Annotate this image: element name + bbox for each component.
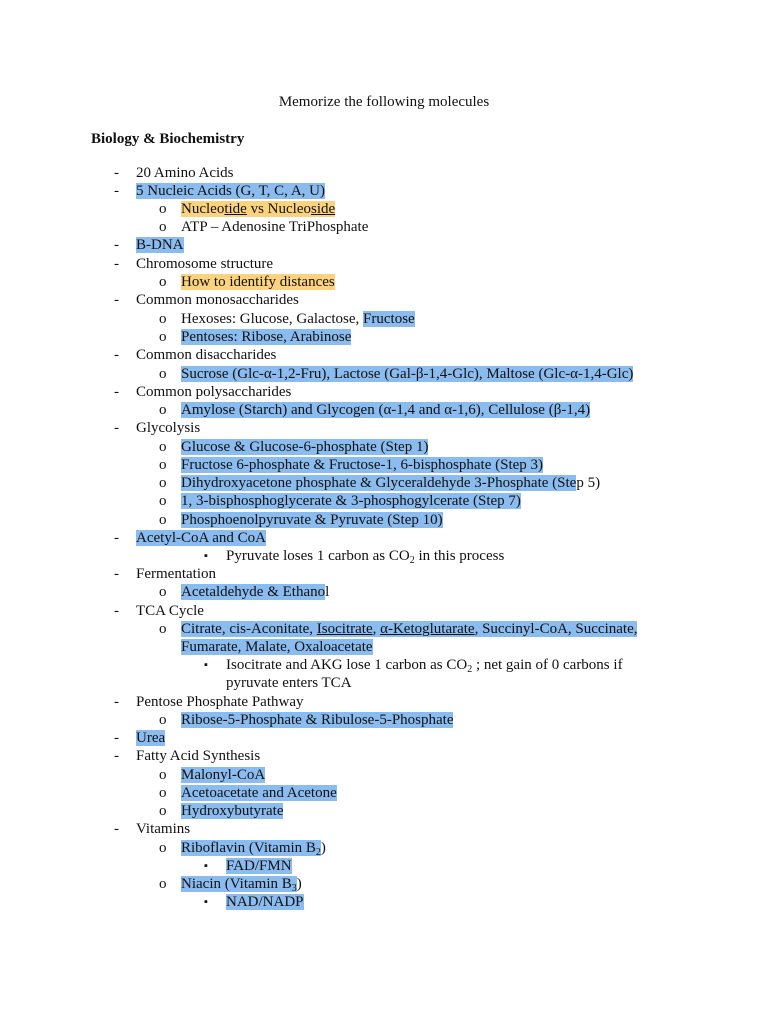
list-item-glycolysis-step-7: 1, 3-bisphosphoglycerate & 3-phosphogylcerate (Step 7) (181, 493, 521, 509)
bullet-dash: - (114, 384, 119, 400)
bullet-dash: - (114, 292, 119, 308)
bullet-circle: o (159, 439, 167, 455)
list-item-malonyl: Malonyl-CoA (181, 767, 266, 783)
list-item-pentose-phosphate: Pentose Phosphate Pathway (136, 694, 304, 710)
bullet-dash: - (114, 730, 119, 746)
document-title: Memorize the following molecules (278, 94, 490, 110)
bullet-dash: - (114, 256, 119, 272)
list-item-acetaldehyde: Acetaldehyde & Ethanol (181, 584, 330, 600)
list-item-nucleic-acids: 5 Nucleic Acids (G, T, C, A, U) (136, 183, 326, 199)
bullet-dash: - (114, 530, 119, 546)
list-item-ribose: Ribose-5-Phosphate & Ribulose-5-Phosphate (181, 712, 454, 728)
bullet-circle: o (159, 785, 167, 801)
bullet-circle: o (159, 457, 167, 473)
bullet-circle: o (159, 493, 167, 509)
bullet-dash: - (114, 420, 119, 436)
list-item-isocitrate-note-continued: pyruvate enters TCA (226, 675, 352, 691)
bullet-circle: o (159, 512, 167, 528)
list-item-acetoacetate: Acetoacetate and Acetone (181, 785, 337, 801)
bullet-circle: o (159, 712, 167, 728)
bullet-square: ▪ (204, 550, 208, 562)
list-item-glycolysis-step-1: Glucose & Glucose-6-phosphate (Step 1) (181, 439, 429, 455)
bullet-circle: o (159, 621, 167, 637)
list-item-acetyl-coa: Acetyl-CoA and CoA (136, 530, 266, 546)
list-item-amino-acids: 20 Amino Acids (136, 165, 234, 181)
list-item-bdna: B-DNA (136, 237, 184, 253)
bullet-dash: - (114, 748, 119, 764)
bullet-dash: - (114, 603, 119, 619)
list-item-chromosome: Chromosome structure (136, 256, 274, 272)
bullet-dash: - (114, 694, 119, 710)
bullet-circle: o (159, 475, 167, 491)
list-item-fermentation: Fermentation (136, 566, 216, 582)
list-item-nad: NAD/NADP (226, 894, 304, 910)
list-item-hydroxybutyrate: Hydroxybutyrate (181, 803, 284, 819)
bullet-circle: o (159, 274, 167, 290)
bullet-square: ▪ (204, 659, 208, 671)
list-item-fad: FAD/FMN (226, 858, 292, 874)
bullet-circle: o (159, 584, 167, 600)
bullet-circle: o (159, 329, 167, 345)
bullet-circle: o (159, 803, 167, 819)
bullet-circle: o (159, 876, 167, 892)
list-item-tca-cycle: TCA Cycle (136, 603, 204, 619)
bullet-circle: o (159, 767, 167, 783)
bullet-square: ▪ (204, 860, 208, 872)
list-item-pentoses: Pentoses: Ribose, Arabinose (181, 329, 352, 345)
list-item-vitamins: Vitamins (136, 821, 191, 837)
list-item-glycolysis-step-5: Dihydroxyacetone phosphate & Glyceraldehyde 3-Phosphate (Step 5) (181, 475, 601, 491)
list-item-nucleotide-vs-nucleoside: Nucleotide vs Nucleoside (181, 201, 336, 217)
list-item-urea: Urea (136, 730, 166, 746)
bullet-circle: o (159, 402, 167, 418)
bullet-circle: o (159, 201, 167, 217)
bullet-dash: - (114, 237, 119, 253)
bullet-circle: o (159, 840, 167, 856)
list-item-amylose: Amylose (Starch) and Glycogen (α-1,4 and α-1,6), Cellulose (β-1,4) (181, 402, 591, 418)
list-item-niacin: Niacin (Vitamin $B_3$) (181, 876, 302, 894)
bullet-circle: o (159, 311, 167, 327)
list-item-citrate-continued: Fumarate, Malate, Oxaloacetate (181, 639, 373, 655)
list-item-distances: How to identify distances (181, 274, 335, 290)
list-item-sucrose: Sucrose (Glc-α-1,2-Fru), Lactose (Gal-β-1,4-Glc), Maltose (Glc-α-1,4-Glc) (181, 366, 634, 382)
bullet-dash: - (114, 165, 119, 181)
list-item-riboflavin: Riboflavin (Vitamin $B_2$) (181, 840, 326, 858)
list-item-polysaccharides: Common polysaccharides (136, 384, 292, 400)
bullet-circle: o (159, 366, 167, 382)
list-item-pyruvate-note: Pyruvate loses 1 carbon as $CO_2$ in this process (226, 548, 505, 566)
list-item-atp: ATP – Adenosine TriPhosphate (181, 219, 369, 235)
bullet-dash: - (114, 566, 119, 582)
list-item-fatty-acid-synthesis: Fatty Acid Synthesis (136, 748, 261, 764)
list-item-monosaccharides: Common monosaccharides (136, 292, 299, 308)
list-item-disaccharides: Common disaccharides (136, 347, 277, 363)
list-item-glycolysis-step-3: Fructose 6-phosphate & Fructose-1, 6-bisphosphate (Step 3) (181, 457, 544, 473)
bullet-dash: - (114, 821, 119, 837)
bullet-circle: o (159, 219, 167, 235)
list-item-citrate: Citrate, cis-Aconitate, Isocitrate, α-Ketoglutarate, Succinyl-CoA, Succinate, (181, 621, 638, 637)
list-item-glycolysis: Glycolysis (136, 420, 201, 436)
list-item-hexoses: Hexoses: Glucose, Galactose, Fructose (181, 311, 415, 327)
list-item-isocitrate-note: Isocitrate and AKG lose 1 carbon as $CO_2$ ; net gain of 0 carbons if (226, 657, 623, 675)
section-heading: Biology & Biochemistry (91, 131, 245, 147)
bullet-square: ▪ (204, 896, 208, 908)
bullet-dash: - (114, 347, 119, 363)
list-item-glycolysis-step-10: Phosphoenolpyruvate & Pyruvate (Step 10) (181, 512, 443, 528)
bullet-dash: - (114, 183, 119, 199)
